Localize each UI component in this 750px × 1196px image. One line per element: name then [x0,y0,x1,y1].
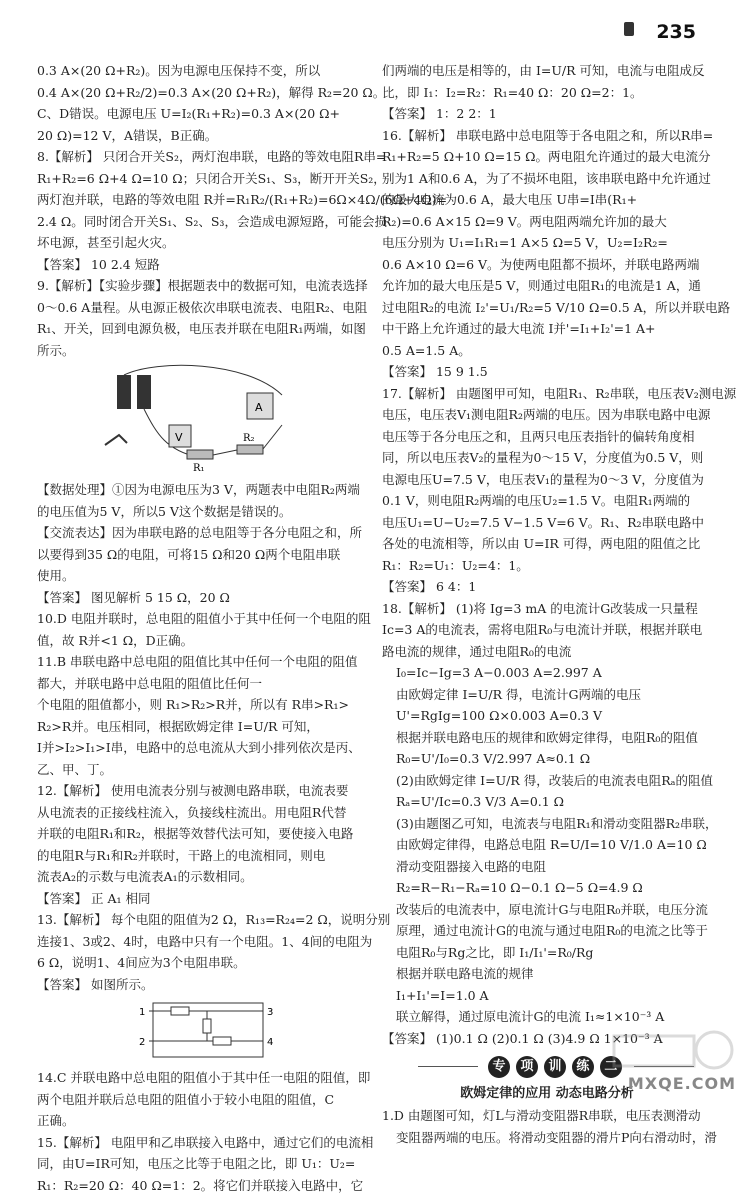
text-line: R₁：R₂=20 Ω：40 Ω=1：2。将它们并联接入电路中，它 [37,1175,365,1196]
formula-line: I₀=Ic−Ig=3 A−0.003 A=2.997 A [382,662,712,684]
text-line: 的电阻R与R₁和R₂并联时，干路上的电流相同，则电 [37,845,365,867]
text-line: 电源电压U=7.5 V，电压表V₁的量程为0～3 V，分度值为 [382,469,712,491]
answer-line: 【答案】 图见解析 5 15 Ω，20 Ω [37,587,365,609]
text-line: 13.【解析】 每个电阻的阻值为2 Ω，R₁₃=R₂₄=2 Ω，说明分别 [37,909,365,931]
terminal-3: 3 [267,1007,273,1018]
text-line: 两灯泡并联，电路的等效电阻 R并=R₁R₂/(R₁+R₂)=6Ω×4Ω/(6Ω+4Ω)= [37,189,365,211]
formula-line: R₂=R−R₁−Rₐ=10 Ω−0.1 Ω−5 Ω=4.9 Ω [382,877,712,899]
text-line: Ic=3 A的电流表，需将电阻R₀与电流计并联，根据并联电 [382,619,712,641]
text-line: 滑动变阻器接入电路的电阻 [382,856,712,878]
text-line: 根据并联电路电流的规律 [382,963,712,985]
text-line: 所示。 [37,340,365,362]
text-line: 使用。 [37,565,365,587]
text-line: 变阻器两端的电压。将滑动变阻器的滑片P向右滑动时，滑 [382,1127,712,1149]
text-line: 改装后的电流表中，原电流计G与电阻R₀并联，电压分流 [382,899,712,921]
text-line: 的最大电流为0.6 A，最大电压 U串=I串(R₁+ [382,189,712,211]
text-line: 比，即 I₁：I₂=R₂：R₁=40 Ω：20 Ω=2：1。 [382,82,712,104]
text-line: 坏电源，甚至引起火灾。 [37,232,365,254]
banner-rule-left [418,1066,478,1067]
text-line: 连接1、3或2、4时，电路中只有一个电阻。1、4间的电阻为 [37,931,365,953]
terminal-1: 1 [139,1007,145,1018]
banner-char: 项 [516,1056,538,1078]
text-line: 电压等于各分电压之和，且两只电压表指针的偏转角度相 [382,426,712,448]
text-line: 别为1 A和0.6 A，为了不损坏电阻，该串联电路中允许通过 [382,168,712,190]
text-line: R₁+R₂=5 Ω+10 Ω=15 Ω。两电阻允许通过的最大电流分 [382,146,712,168]
text-line: 联立解得，通过原电流计G的电流 I₁≈1×10⁻³ A [382,1006,712,1028]
text-line: 们两端的电压是相等的，由 I=U/R 可知，电流与电阻成反 [382,60,712,82]
text-line: 电压分别为 U₁=I₁R₁=1 A×5 Ω=5 V，U₂=I₂R₂= [382,232,712,254]
text-line: 0～0.6 A量程。从电源正极依次串联电流表、电阻R₂、电阻 [37,297,365,319]
voltmeter-label: V [175,431,183,444]
formula-line: R₀=U'/I₀=0.3 V/2.997 A≈0.1 Ω [382,748,712,770]
text-line: 允许加的最大电压是5 V，则通过电阻R₁的电流是1 A，通 [382,275,712,297]
text-line: 0.6 A×10 Ω=6 V。为使两电阻都不损坏，并联电路两端 [382,254,712,276]
answer-line: 【答案】 15 9 1.5 [382,361,712,383]
watermark-text: MXQE.COM [628,1070,736,1098]
text-line: 6 Ω，说明1、4间应为3个电阻串联。 [37,952,365,974]
text-line: 各处的电流相等，所以由 U=IR 可得，两电阻的阻值之比 [382,533,712,555]
text-line: 同，由U=IR可知，电压之比等于电阻之比，即 U₁：U₂= [37,1153,365,1175]
text-line: 电压U₁=U−U₂=7.5 V−1.5 V=6 V。R₁、R₂串联电路中 [382,512,712,534]
text-line: R₂>R并。电压相同，根据欧姆定律 I=U/R 可知， [37,716,365,738]
text-line: 路电流的规律，通过电阻R₀的电流 [382,641,712,663]
text-line: R₁：R₂=U₁：U₂=4：1。 [382,555,712,577]
text-line: I并>I₂>I₁>I串，电路中的总电流从大到小排列依次是丙、 [37,737,365,759]
text-line: 11.B 串联电路中总电阻的阻值比其中任何一个电阻的阻值 [37,651,365,673]
text-line: 的电压值为5 V，所以5 V这个数据是错误的。 [37,501,365,523]
banner-char: 练 [572,1056,594,1078]
text-line: 由欧姆定律得，电路总电阻 R=U/I=10 V/1.0 A=10 Ω [382,834,712,856]
text-line: 两个电阻并联后总电阻的阻值小于较小电阻的阻值，C [37,1089,365,1111]
text-line: R₂)=0.6 A×15 Ω=9 V。两电阻两端允许加的最大 [382,211,712,233]
left-column [37,60,365,1196]
text-line: 从电流表的正接线柱流入，负接线柱流出。用电阻R代替 [37,802,365,824]
text-line: 以要得到35 Ω的电阻，可将15 Ω和20 Ω两个电阻串联 [37,544,365,566]
text-line: 【交流表达】因为串联电路的总电阻等于各分电阻之和，所 [37,522,365,544]
text-line: 14.C 并联电路中总电阻的阻值小于其中任一电阻的阻值，即 [37,1067,365,1089]
formula-line: U'=RgIg=100 Ω×0.003 A=0.3 V [382,705,712,727]
page-marker-icon [624,22,634,36]
answer-line: 【答案】 如图所示。 [37,974,365,996]
page-header [0,0,750,56]
terminal-4: 4 [267,1037,273,1048]
text-line: 0.3 A×(20 Ω+R₂)。因为电源电压保持不变，所以 [37,60,365,82]
text-line: 流表A₂的示数与电流表A₁的示数相同。 [37,866,365,888]
text-line: 过电阻R₂的电流 I₂'=U₁/R₂=5 V/10 Ω=0.5 A，所以并联电路 [382,297,712,319]
answer-line: 【答案】 1：2 2：1 [382,103,712,125]
text-line: 0.1 V，则电阻R₂两端的电压U₂=1.5 V。电阻R₁两端的 [382,490,712,512]
text-line: 9.【解析】【实验步骤】根据题表中的数据可知，电流表选择 [37,275,365,297]
text-line: 由欧姆定律 I=U/R 得，电流计G两端的电压 [382,684,712,706]
answer-line: 【答案】 6 4：1 [382,576,712,598]
r1-label: R₁ [193,463,205,474]
formula-line: Rₐ=U'/Ic=0.3 V/3 A=0.1 Ω [382,791,712,813]
text-line: 17.【解析】 由题图甲可知，电阻R₁、R₂串联，电压表V₂测电源 [382,383,712,405]
page-number: 235 [656,16,696,49]
text-line: (2)由欧姆定律 I=U/R 得，改装后的电流表电阻Rₐ的阻值 [382,770,712,792]
answer-line: 【答案】 (1)0.1 Ω (2)0.1 Ω (3)4.9 Ω 1×10⁻³ A [382,1028,712,1050]
circuit-figure-9 [97,365,297,475]
terminal-2: 2 [139,1037,145,1048]
text-line: (3)由题图乙可知，电流表与电阻R₁和滑动变阻器R₂串联， [382,813,712,835]
text-line: 20 Ω)=12 V，A错误，B正确。 [37,125,365,147]
text-line: 0.4 A×(20 Ω+R₂/2)=0.3 A×(20 Ω+R₂)，解得 R₂=20 Ω。 [37,82,365,104]
text-line: 值，故 R并<1 Ω，D正确。 [37,630,365,652]
formula-line: I₁+I₁'=I=1.0 A [382,985,712,1007]
text-line: 个电阻的阻值都小，则 R₁>R₂>R并，所以有 R串>R₁> [37,694,365,716]
section-title: 欧姆定律的应用 动态电路分析 [382,1083,712,1105]
text-line: 电压，电压表V₁测电阻R₂两端的电压。因为串联电路中电源 [382,404,712,426]
right-column [382,60,712,1148]
text-line: 并联的电阻R₁和R₂，根据等效替代法可知，要使接入电路 [37,823,365,845]
text-line: 16.【解析】 串联电路中总电阻等于各电阻之和，所以R串= [382,125,712,147]
answer-line: 【答案】 10 2.4 短路 [37,254,365,276]
text-line: 同，所以电压表V₂的量程为0～15 V，分度值为0.5 V，则 [382,447,712,469]
text-line: 10.D 电阻并联时，总电阻的阻值小于其中任何一个电阻的阻 [37,608,365,630]
banner-char: 二 [600,1056,622,1078]
text-line: 18.【解析】 (1)将 Ig=3 mA 的电流计G改装成一只量程 [382,598,712,620]
text-line: 1.D 由题图可知，灯L与滑动变阻器R串联，电压表测滑动 [382,1105,712,1127]
text-line: 乙、甲、丁。 [37,759,365,781]
text-line: 根据并联电路电压的规律和欧姆定律得，电阻R₀的阻值 [382,727,712,749]
text-line: 12.【解析】 使用电流表分别与被测电路串联，电流表要 [37,780,365,802]
text-line: 0.5 A=1.5 A。 [382,340,712,362]
ammeter-label: A [255,401,263,414]
text-line: 2.4 Ω。同时闭合开关S₁、S₂、S₃，会造成电源短路，可能会损 [37,211,365,233]
formula-line: 电阻R₀与Rg之比，即 I₁/I₁'=R₀/Rg [382,942,712,964]
banner-char: 训 [544,1056,566,1078]
text-line: C、D错误。电源电压 U=I₂(R₁+R₂)=0.3 A×(20 Ω+ [37,103,365,125]
text-line: 中干路上允许通过的最大电流 I并'=I₁+I₂'=1 A+ [382,318,712,340]
text-line: 15.【解析】 电阻甲和乙串联接入电路中，通过它们的电流相 [37,1132,365,1154]
text-line: R₁+R₂=6 Ω+4 Ω=10 Ω；只闭合开关S₁、S₃，断开开关S₂， [37,168,365,190]
text-line: 正确。 [37,1110,365,1132]
text-line: 【数据处理】①因为电源电压为3 V，两题表中电阻R₂两端 [37,479,365,501]
text-line: 原理，通过电流计G的电流与通过电阻R₀的电流之比等于 [382,920,712,942]
text-line: 都大，并联电路中总电阻的阻值比任何一 [37,673,365,695]
circuit-figure-13 [137,1001,277,1061]
banner-char: 专 [488,1056,510,1078]
answer-line: 【答案】 正 A₁ 相同 [37,888,365,910]
r2-label: R₂ [243,433,255,444]
text-line: 8.【解析】 只闭合开关S₂，两灯泡串联，电路的等效电阻R串= [37,146,365,168]
text-line: R₁、开关，回到电源负极，电压表并联在电阻R₁两端，如图 [37,318,365,340]
